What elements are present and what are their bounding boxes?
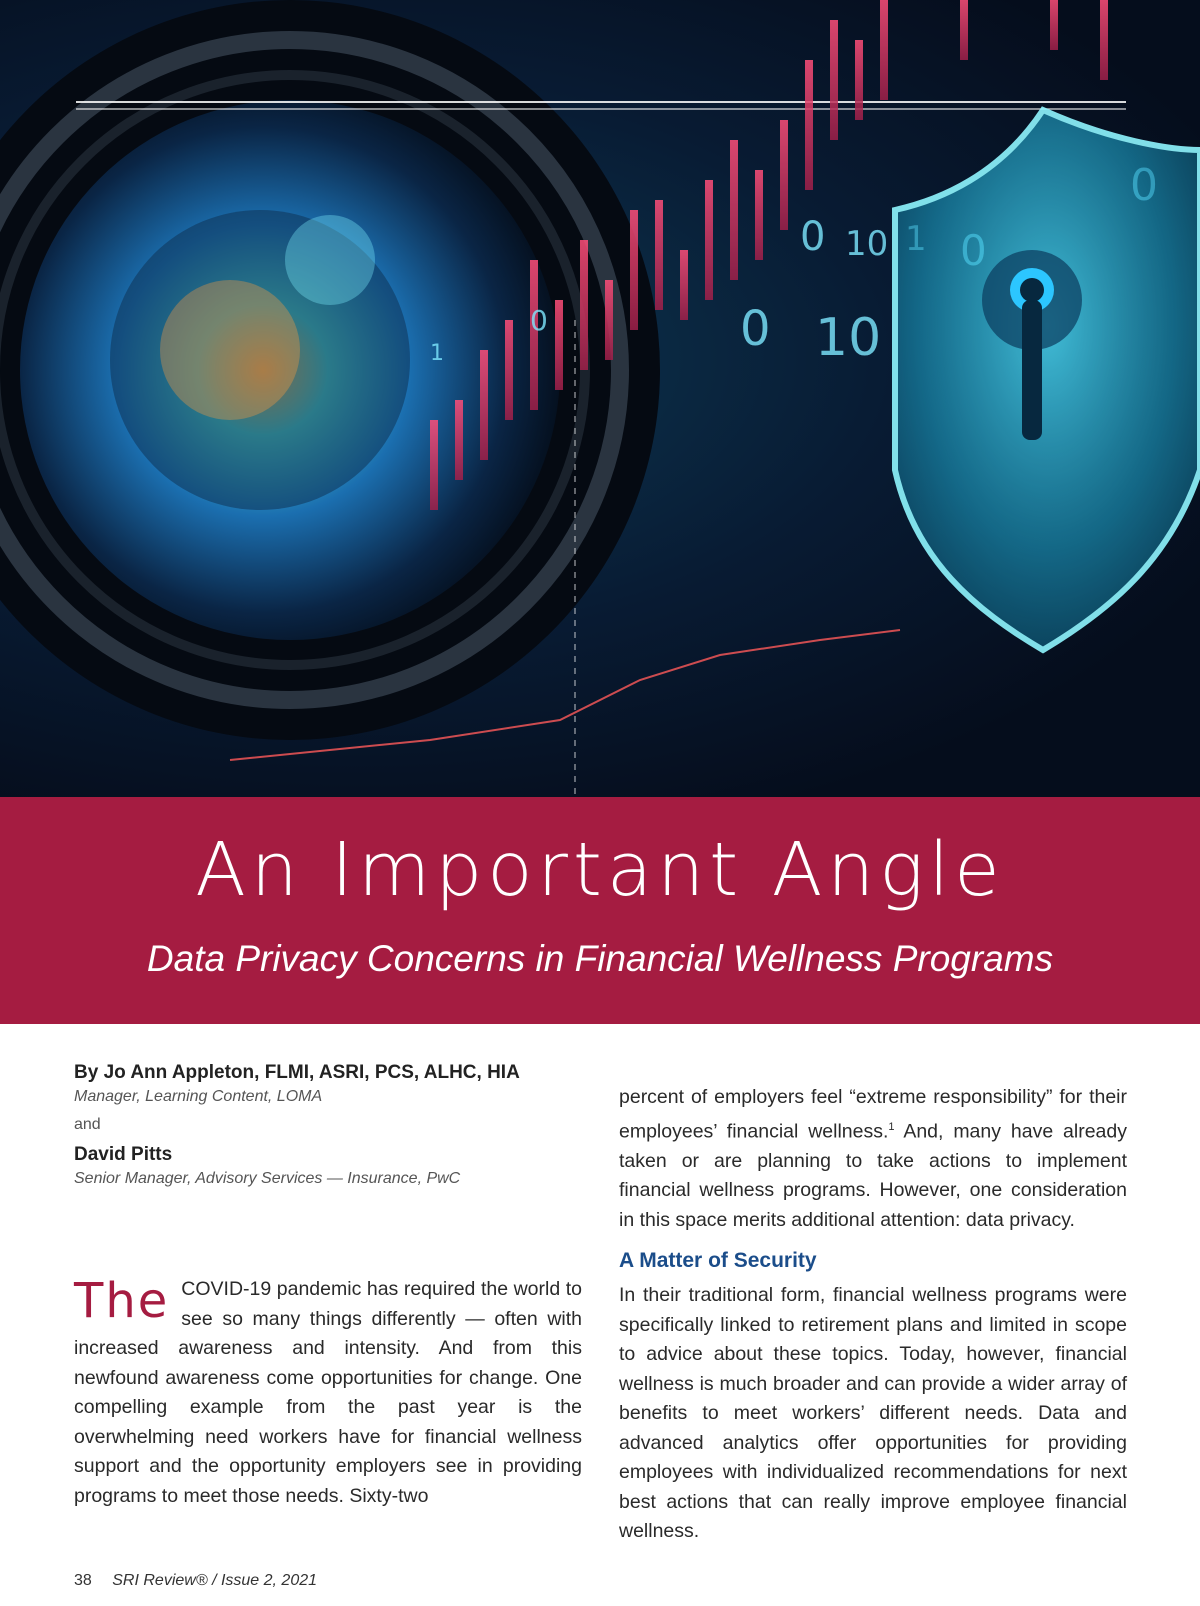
body-column-left xyxy=(74,1275,582,1511)
author-role: Manager, Learning Content, LOMA xyxy=(74,1088,323,1105)
digit-text: 1 xyxy=(430,341,444,366)
body-text: percent of employers feel “extreme responsibility” for their employees’ financial wellness. xyxy=(619,1086,1127,1142)
author-name: By Jo Ann Appleton, FLMI, ASRI, PCS, ALHC, HIA xyxy=(74,1062,520,1083)
body-paragraph: In their traditional form, financial wellness programs were specifically linked to retirement plans and limited in scope to advice about these topics. Today, however, financial wellness is much broader and can provide a wider array of benefits to meet workers’ different needs. Data and advanced analytics offer opportunities for providing employees with individualized recommendations for next best actions that can really improve employee financial wellness. xyxy=(619,1284,1127,1542)
article-title: An Important Angle xyxy=(195,827,1005,913)
hero-illustration xyxy=(0,0,1200,797)
section-heading: A Matter of Security xyxy=(619,1249,817,1272)
byline xyxy=(74,1062,594,1198)
digit-text: 10 xyxy=(845,224,889,264)
page-number: 38 xyxy=(74,1572,92,1589)
digit-text: 0 xyxy=(800,214,826,260)
shield-lock-graphic xyxy=(895,110,1200,650)
hero-image xyxy=(0,0,1200,797)
publication-name: SRI Review® / Issue 2, 2021 xyxy=(112,1572,318,1589)
author-name: David Pitts xyxy=(74,1144,173,1165)
footnote-reference: 1 xyxy=(888,1120,895,1133)
page-footer xyxy=(74,1572,317,1590)
author-role: Senior Manager, Advisory Services — Insurance, PwC xyxy=(74,1170,461,1187)
digit-text: 0 xyxy=(740,301,771,357)
byline-conjunction: and xyxy=(74,1116,101,1133)
digit-text: 0 xyxy=(530,304,548,337)
body-paragraph: COVID-19 pandemic has required the world to see so many things differently — often with increased awareness and intensity. And from this newfound awareness come opportunities for change. One compelling example from the past year is the overwhelming need workers have for financial wellness support and the opportunity employers see in providing programs to meet those needs. Sixty-two xyxy=(74,1278,582,1507)
article-subtitle: Data Privacy Concerns in Financial Wellness Programs xyxy=(146,938,1054,979)
digit-text: 10 xyxy=(815,308,882,368)
drop-cap: The xyxy=(74,1273,170,1329)
body-paragraph xyxy=(619,1083,1127,1235)
body-column-right xyxy=(619,1083,1127,1547)
body-text: And, many have already taken or are planning to take actions to implement financial wellness programs. However, one consideration in this space merits additional attention: data privacy. xyxy=(619,1120,1127,1231)
